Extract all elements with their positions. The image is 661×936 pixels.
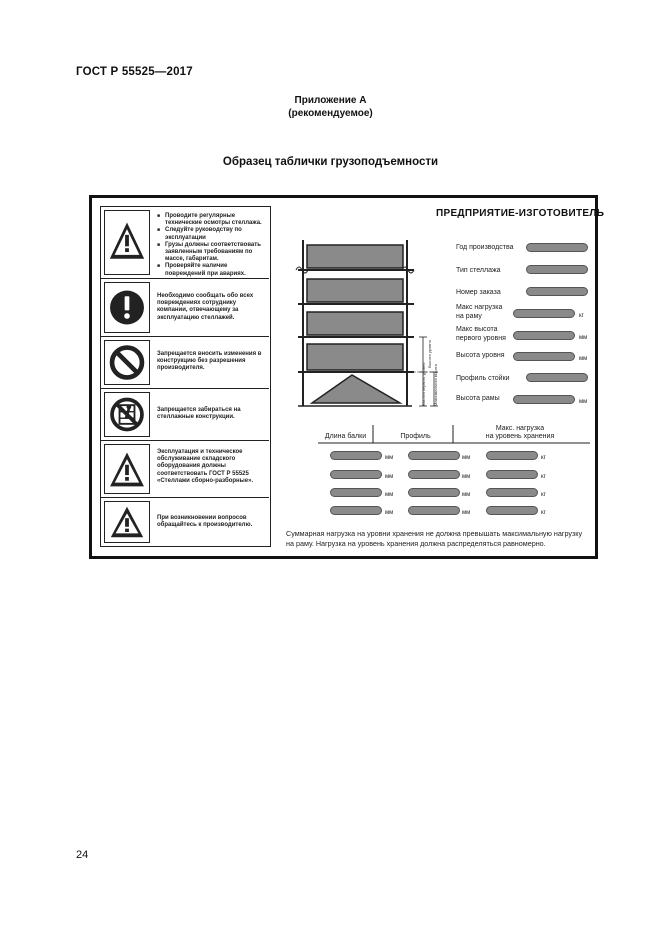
warning-triangle-icon [104, 501, 150, 543]
annex-subtitle: (рекомендуемое) [288, 108, 373, 119]
cell-unit: мм [462, 455, 471, 461]
field-value-placeholder [526, 373, 588, 382]
field-value-placeholder [513, 352, 575, 361]
pallet-load [307, 245, 403, 268]
warning-row [101, 337, 269, 389]
field-value-placeholder [526, 243, 588, 252]
field-value-placeholder [513, 309, 575, 318]
warning-triangle-icon [104, 210, 150, 275]
field-label: Год производства [456, 244, 514, 251]
cell-unit: мм [385, 510, 394, 516]
field-label: Высота рамы [456, 395, 500, 402]
cell-placeholder [408, 470, 460, 479]
field-label: Макс нагрузка на раму [456, 304, 503, 320]
level-height-label: Высота уровня [427, 340, 432, 368]
warning-row [101, 441, 269, 498]
warning-text: Эксплуатация и техническое обслуживание складского оборудования должны соответствовать ГОСТ Р 55525 «Стеллажи сборно-разборные». [157, 449, 254, 484]
field-unit: кг [579, 313, 584, 319]
cell-unit: кг [541, 455, 546, 461]
cell-unit: мм [385, 492, 394, 498]
field-label: Высота уровня [456, 352, 505, 359]
cell-placeholder [330, 506, 382, 515]
manufacturer-title: ПРЕДПРИЯТИЕ-ИЗГОТОВИТЕЛЬ [436, 208, 605, 219]
cell-placeholder [486, 506, 538, 515]
warning-row [101, 207, 269, 279]
warning-triangle-icon [104, 444, 150, 494]
field-unit: мм [579, 399, 588, 405]
pallet-load [307, 279, 403, 302]
exclamation-circle-icon [104, 282, 150, 333]
cell-unit: кг [541, 492, 546, 498]
field-label: Макс высота первого уровня [456, 326, 506, 342]
max-height-label: Максимальная высота [433, 364, 438, 406]
field-value-placeholder [513, 395, 575, 404]
cell-unit: мм [462, 474, 471, 480]
table-header: Макс. нагрузка на уровень хранения [485, 425, 555, 440]
prohibition-circle-icon [104, 340, 150, 385]
no-climbing-icon [104, 392, 150, 437]
page-number: 24 [76, 849, 89, 861]
field-label: Профиль стойки [456, 375, 510, 382]
cell-placeholder [330, 470, 382, 479]
cell-placeholder [486, 470, 538, 479]
standard-header: ГОСТ Р 55525—2017 [76, 66, 193, 78]
cell-unit: мм [462, 492, 471, 498]
warning-text: Запрещается вносить изменения в конструкцию без разрешения производителя. [157, 351, 262, 372]
cell-placeholder [408, 451, 460, 460]
cell-placeholder [330, 488, 382, 497]
warning-bullet: ■ Проверяйте наличие повреждений при авариях. [165, 263, 266, 277]
warning-text: Необходимо сообщать обо всех повреждениях сотруднику компании, отвечающему за эксплуатацию стеллажей. [157, 293, 254, 321]
annex-title: Приложение А [294, 95, 367, 106]
bottom-load [312, 375, 400, 403]
cell-placeholder [408, 488, 460, 497]
table-header: Длина балки [324, 433, 367, 440]
cell-unit: кг [541, 474, 546, 480]
first-level-height-label: Высота первого уровня [421, 362, 426, 406]
warning-row [101, 498, 269, 546]
warning-row [101, 389, 269, 441]
rack-diagram [292, 240, 452, 410]
field-unit: мм [579, 356, 588, 362]
table-header: Профиль [400, 433, 431, 440]
warning-bullet: ■ Проводите регулярные технические осмотры стеллажа. [165, 213, 266, 227]
pallet-load [307, 344, 403, 370]
warning-bullet: ■ Следуйте руководству по эксплуатации [165, 227, 266, 241]
cell-unit: мм [385, 455, 394, 461]
cell-placeholder [486, 451, 538, 460]
warning-column [100, 206, 271, 547]
warning-row [101, 279, 269, 337]
cell-unit: мм [385, 474, 394, 480]
cell-placeholder [408, 506, 460, 515]
field-value-placeholder [526, 287, 588, 296]
cell-placeholder [330, 451, 382, 460]
field-value-placeholder [526, 265, 588, 274]
field-label: Тип стеллажа [456, 267, 501, 274]
warning-text: При возникновении вопросов обращайтесь к производителю. [157, 515, 253, 529]
cell-unit: мм [462, 510, 471, 516]
warning-text: Запрещается забираться на стеллажные конструкции. [157, 407, 241, 421]
figure-title: Образец таблички грузоподъемности [222, 156, 439, 168]
field-unit: мм [579, 335, 588, 341]
field-value-placeholder [513, 331, 575, 340]
pallet-load [307, 312, 403, 335]
field-label: Номер заказа [456, 289, 501, 296]
cell-unit: кг [541, 510, 546, 516]
warning-bullet: ■ Грузы должны соответствовать заявленным требованиям по массе, габаритам. [165, 242, 266, 264]
load-note: Суммарная нагрузка на уровни хранения не должна превышать максимальную нагрузку на раму. Нагрузка на уровень хранения должна распределяться равномерно. [286, 529, 583, 548]
cell-placeholder [486, 488, 538, 497]
